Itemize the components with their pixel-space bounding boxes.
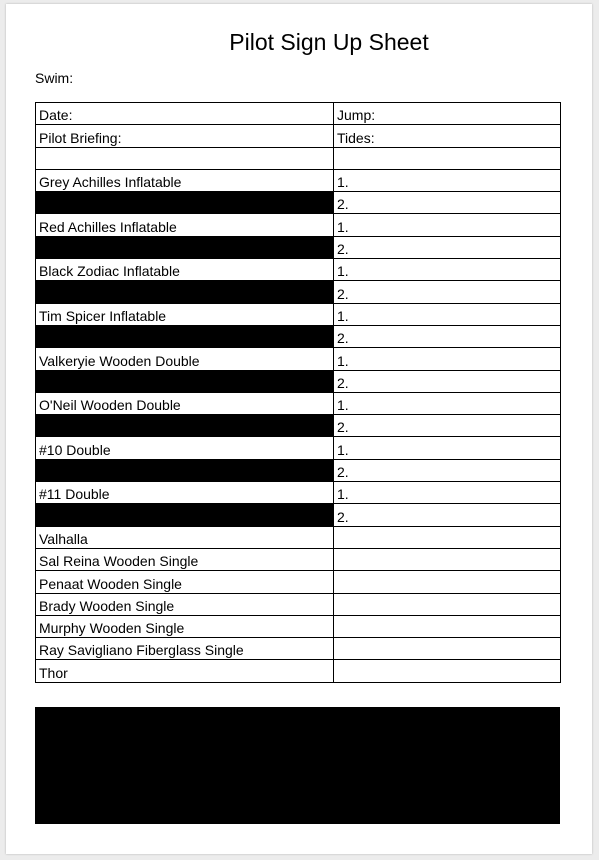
signup-table <box>35 102 561 683</box>
table-row <box>36 548 561 570</box>
boat-name: #11 Double <box>36 482 334 504</box>
tides-label: Tides: <box>334 125 561 147</box>
slot-one: 1. <box>334 482 561 504</box>
slot-one: 1. <box>334 303 561 325</box>
table-row <box>36 571 561 593</box>
boat-name: Brady Wooden Single <box>36 593 334 615</box>
blacked-out-cell <box>36 459 334 481</box>
boat-name: Valkeryie Wooden Double <box>36 348 334 370</box>
blacked-out-block <box>35 707 560 824</box>
boat-name: Penaat Wooden Single <box>36 571 334 593</box>
jump-label: Jump: <box>334 103 561 125</box>
table-row <box>36 103 561 125</box>
slot-one: 1. <box>334 169 561 191</box>
slot-two: 2. <box>334 415 561 437</box>
slot-two: 2. <box>334 504 561 526</box>
slot-two: 2. <box>334 459 561 481</box>
table-row <box>36 638 561 660</box>
table-row <box>36 169 561 191</box>
blacked-out-cell <box>36 370 334 392</box>
table-row <box>36 370 561 392</box>
boat-name: Sal Reina Wooden Single <box>36 548 334 570</box>
table-row <box>36 392 561 414</box>
table-row <box>36 303 561 325</box>
document-page <box>6 4 592 854</box>
blacked-out-cell <box>36 281 334 303</box>
blank-cell <box>36 147 334 169</box>
blank-cell <box>334 571 561 593</box>
boat-name: #10 Double <box>36 437 334 459</box>
blacked-out-cell <box>36 504 334 526</box>
boat-name: Valhalla <box>36 526 334 548</box>
slot-two: 2. <box>334 370 561 392</box>
page-title: Pilot Sign Up Sheet <box>229 29 429 55</box>
swim-label: Swim: <box>35 70 74 86</box>
table-row <box>36 615 561 637</box>
table-row <box>36 437 561 459</box>
blank-cell <box>334 548 561 570</box>
blacked-out-cell <box>36 192 334 214</box>
slot-one: 1. <box>334 348 561 370</box>
boat-name: Murphy Wooden Single <box>36 615 334 637</box>
blacked-out-cell <box>36 415 334 437</box>
boat-name: O'Neil Wooden Double <box>36 392 334 414</box>
slot-one: 1. <box>334 437 561 459</box>
table-row <box>36 660 561 682</box>
table-row <box>36 593 561 615</box>
blank-cell <box>334 147 561 169</box>
boat-name: Ray Savigliano Fiberglass Single <box>36 638 334 660</box>
blank-cell <box>334 615 561 637</box>
table-row <box>36 281 561 303</box>
table-row <box>36 125 561 147</box>
boat-name: Black Zodiac Inflatable <box>36 259 334 281</box>
blank-cell <box>334 526 561 548</box>
boat-name: Tim Spicer Inflatable <box>36 303 334 325</box>
boat-name: Grey Achilles Inflatable <box>36 169 334 191</box>
slot-one: 1. <box>334 259 561 281</box>
slot-two: 2. <box>334 325 561 347</box>
slot-one: 1. <box>334 392 561 414</box>
table-row <box>36 236 561 258</box>
boat-name: Red Achilles Inflatable <box>36 214 334 236</box>
table-row <box>36 259 561 281</box>
blacked-out-cell <box>36 325 334 347</box>
slot-two: 2. <box>334 236 561 258</box>
table-row <box>36 482 561 504</box>
table-row <box>36 504 561 526</box>
blank-cell <box>334 638 561 660</box>
table-row <box>36 526 561 548</box>
table-row <box>36 214 561 236</box>
boat-name: Thor <box>36 660 334 682</box>
table-row <box>36 348 561 370</box>
blacked-out-cell <box>36 236 334 258</box>
table-row <box>36 459 561 481</box>
table-row <box>36 192 561 214</box>
slot-two: 2. <box>334 281 561 303</box>
table-row <box>36 325 561 347</box>
blank-cell <box>334 593 561 615</box>
pilot-briefing-label: Pilot Briefing: <box>36 125 334 147</box>
slot-two: 2. <box>334 192 561 214</box>
table-row <box>36 415 561 437</box>
blank-cell <box>334 660 561 682</box>
table-row <box>36 147 561 169</box>
slot-one: 1. <box>334 214 561 236</box>
date-label: Date: <box>36 103 334 125</box>
